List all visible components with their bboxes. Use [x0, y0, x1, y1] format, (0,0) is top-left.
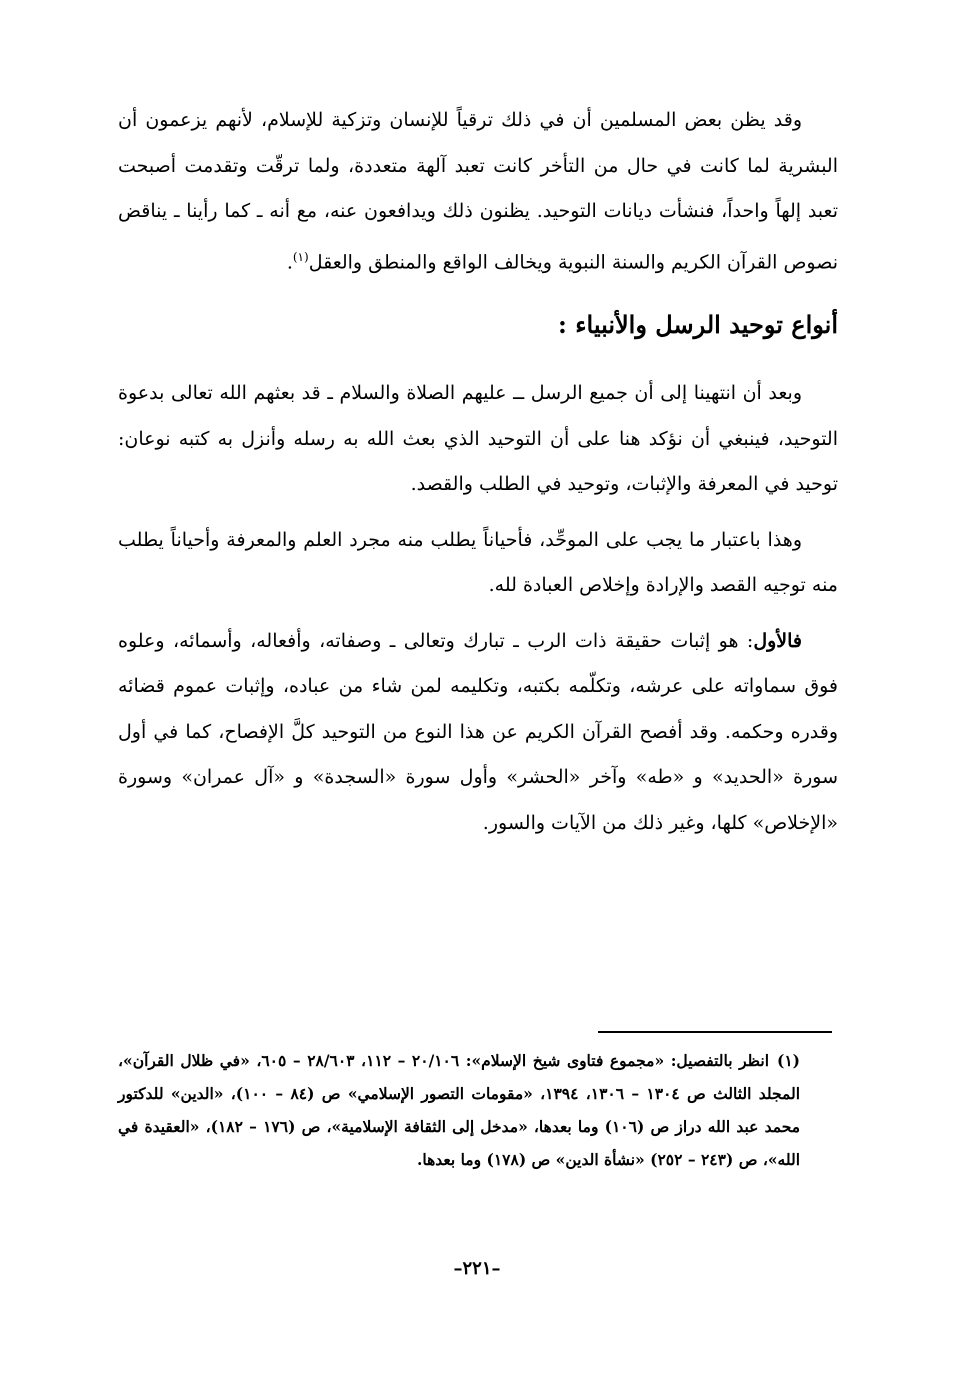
paragraph-4-lead: فالأول	[753, 629, 802, 652]
page-body	[118, 98, 838, 846]
footnote-divider	[598, 1031, 832, 1033]
footnote-1	[118, 1044, 838, 1176]
section-heading: أنواع توحيد الرسل والأنبياء :	[558, 310, 838, 340]
paragraph-4-text: : هو إثبات حقيقة ذات الرب ـ تبارك وتعالى ـ وصفاته، وأفعاله، وأسمائه، وعلوه فوق سماواته على عرشه، وتكلّمه بكتبه، وتكليمه لمن شاء من عباده، وإثبات عموم قضائه وقدره وحكمه. وقد أفصح القرآن الكريم عن هذا النوع من التوحيد كلَّ الإفصاح، كما في أول سورة «الحديد» و «طه» وآخر «الحشر» وأول سورة «السجدة» و «آل عمران» وسورة «الإخلاص» كلها، وغير ذلك من الآيات والسور.	[118, 629, 839, 834]
page-number: –٢٢١–	[453, 1258, 501, 1279]
paragraph-1-text: وقد يظن بعض المسلمين أن في ذلك ترقياً للإنسان وتزكية للإسلام، لأنهم يزعمون أن البشرية لما كانت في حال من التأخر كانت تعبد آلهة متعددة، ولما ترقّت وتقدمت أصبحت تعبد إلهاً واحداً، فنشأت ديانات التوحيد. يظنون ذلك ويدافعون عنه، مع أنه ـ كما رأينا ـ يناقض نصوص القرآن الكريم والسنة النبوية ويخالف الواقع والمنطق والعقل	[118, 109, 838, 273]
footnote-number: (١)	[777, 1051, 801, 1070]
paragraph-4	[118, 619, 838, 847]
paragraph-2: وبعد أن انتهينا إلى أن جميع الرسل ــ عليهم الصلاة والسلام ـ قد بعثهم الله تعالى بدعوة التوحيد، فينبغي أن نؤكد هنا على أن التوحيد الذي بعث الله به رسله وأنزل به كتبه نوعان: توحيد في المعرفة والإثبات، وتوحيد في الطلب والقصد.	[118, 382, 838, 496]
footnote-text: انظر بالتفصيل: «مجموع فتاوى شيخ الإسلام»: ٢٠/١٠٦ – ١١٢، ٢٨/٦٠٣ – ٦٠٥، «في ظلال القرآن»، المجلد الثالث ص ١٣٠٤ – ١٣٠٦، ١٣٩٤، «مقومات التصور الإسلامي» ص (٨٤ – ١٠٠)، «الدين» للدكتور محمد عبد الله دراز ص (١٠٦) وما بعدها، «مدخل إلى الثقافة الإسلامية»، ص (١٧٦ – ١٨٢)، «العقيدة في الله»، ص (٢٤٣ – ٢٥٢) «نشأة الدين» ص (١٧٨) وما بعدها.	[118, 1051, 801, 1169]
paragraph-1	[118, 98, 838, 285]
footnote-marker[interactable]: (١)	[292, 249, 309, 264]
paragraph-1-end: .	[286, 250, 293, 273]
footnote-section	[118, 1044, 838, 1176]
paragraph-3: وهذا باعتبار ما يجب على الموحِّد، فأحياناً يطلب منه مجرد العلم والمعرفة وأحياناً يطلب منه توجيه القصد والإرادة وإخلاص العبادة لله.	[118, 528, 838, 597]
